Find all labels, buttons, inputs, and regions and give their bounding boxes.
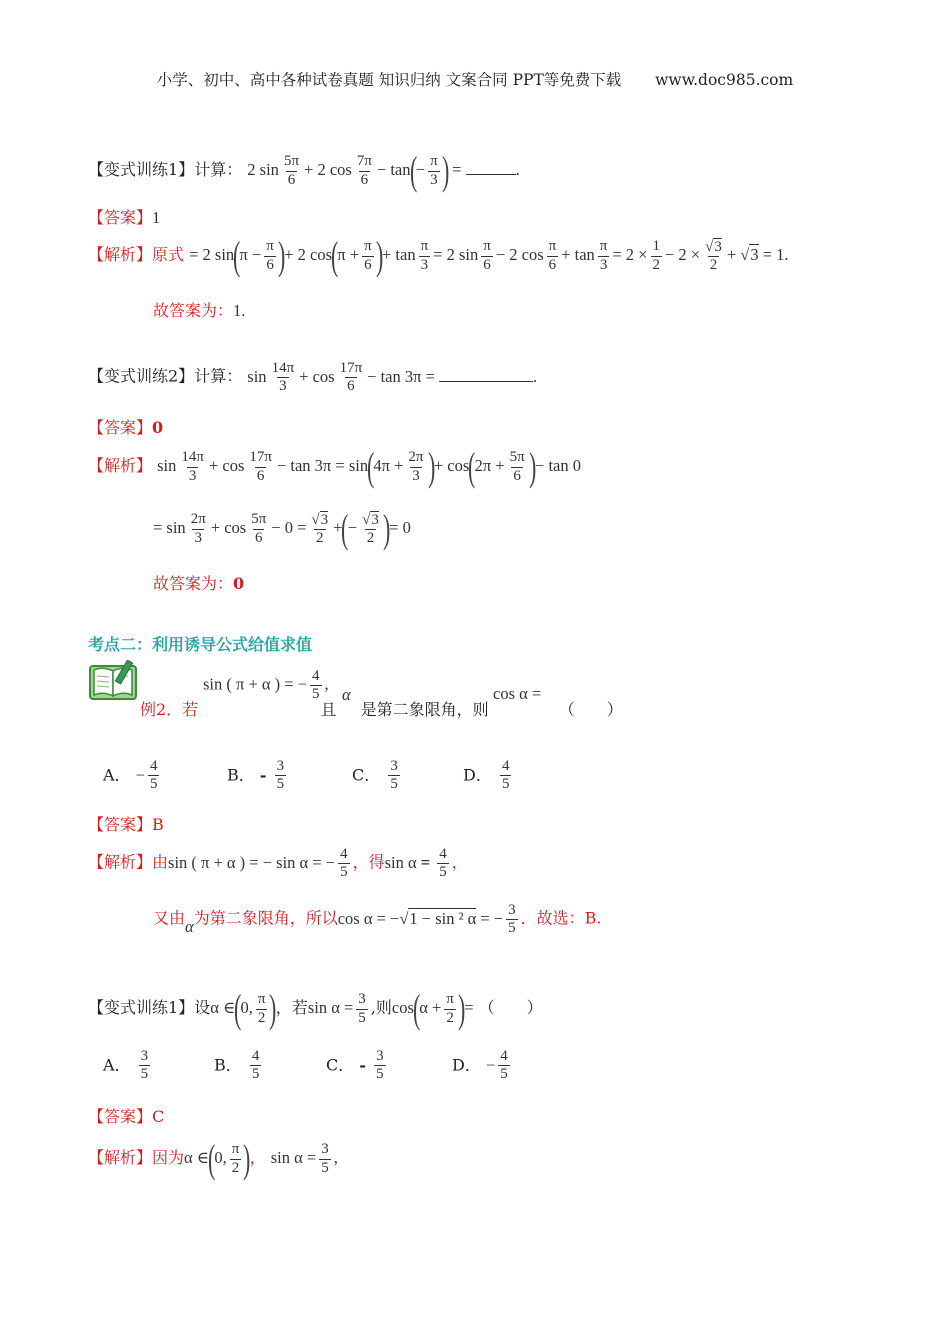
variant2-solution-1: sin $\frac{14\pi}{3}$ + cos $\frac{17\pi}{6}$ − tan 3π = sin(4π + $\frac{2\pi}{3}$ )+ cos(2π + $\frac{5\pi}{6}$ )− tan 0 — [157, 444, 581, 489]
v1b-option-c[interactable]: C． - $\frac{3}{5}$ — [326, 1048, 384, 1083]
variant1b-question: 【变式训练1】设α ∈(0, $\frac{\pi}{2}$ )，若sin α = $\frac{3}{5}$ ,则cos(α + $\frac{\pi}{2}$ )= （ ） — [88, 986, 543, 1031]
variant2-analysis-line1 — [88, 444, 581, 489]
variant1b-label: 【变式训练1】 — [88, 997, 195, 1017]
v1b-analysis: 【解析】因为α ∈(0, $\frac{\pi}{2}$ )， sin α = $\frac{3}{5}$ , — [88, 1136, 338, 1181]
answer-label: 【答案】 — [88, 208, 153, 227]
original-label: 原式 — [152, 244, 185, 264]
cos-alpha-expr: cos α = — [493, 684, 542, 703]
answer-label: 【答案】 — [88, 418, 153, 437]
answer-label: 【答案】 — [88, 815, 153, 834]
ex2-solution-1: sin ( π + α ) = − sin α = − $\frac{4}{5}$ — [168, 846, 348, 881]
header-text: 小学、初中、高中各种试卷真题 知识归纳 文案合同 PPT等免费下载 — [156, 71, 622, 89]
so-answer-label: 故答案为： — [153, 574, 234, 593]
v1b-answer — [88, 1104, 164, 1127]
page-header — [0, 68, 950, 90]
variant2-label: 【变式训练2】 — [88, 366, 195, 386]
variant2-final-value: 0 — [233, 574, 245, 593]
compute-label: 计算： — [194, 159, 243, 179]
ex2-option-c[interactable]: C． $\frac{3}{5}$ — [352, 758, 398, 793]
variant1-answer — [88, 205, 160, 228]
analysis-label: 【解析】 — [88, 244, 153, 264]
variant1-answer-value: 1 — [152, 208, 161, 227]
v1b-answer-value: C — [152, 1107, 165, 1126]
choice-paren: （ ） — [558, 700, 623, 719]
ex2-option-a[interactable]: A． − $\frac{4}{5}$ — [103, 758, 158, 793]
v1b-option-b[interactable]: B． $\frac{4}{5}$ — [214, 1048, 260, 1083]
variant2-final — [153, 571, 244, 594]
compute-label: 计算： — [194, 366, 243, 386]
v1b-option-d[interactable]: D． − $\frac{4}{5}$ — [452, 1048, 508, 1083]
ex2-answer — [88, 812, 164, 835]
variant1-label: 【变式训练1】 — [88, 159, 195, 179]
ex2-option-b[interactable]: B． - $\frac{3}{5}$ — [227, 758, 285, 793]
so-answer-label: 故答案为： — [153, 301, 234, 320]
example2-question — [140, 697, 623, 720]
second-quadrant-text: 是第二象限角，则 — [360, 700, 489, 719]
variant1-expression: 2 sin $\frac{5\pi}{6}$ + 2 cos $\frac{7\pi}{6}$ − tan(− $\frac{\pi}{3}$ ) = . — [247, 148, 520, 193]
ex2-solution-2: cos α = −√1 − sin ² α = − $\frac{3}{5}$ — [337, 902, 516, 937]
variant2-expression: sin $\frac{14\pi}{3}$ + cos $\frac{17\pi}{6}$ − tan 3π = . — [247, 360, 538, 395]
variant2-answer-value: 0 — [152, 418, 164, 437]
header-site: www.doc985.com — [655, 71, 794, 89]
variant2-analysis-line2 — [153, 506, 411, 551]
ex2-option-d[interactable]: D． $\frac{4}{5}$ — [463, 758, 510, 793]
analysis-label: 【解析】 — [88, 455, 153, 475]
variant1-question — [88, 148, 520, 193]
ex2-answer-value: B — [152, 815, 164, 834]
analysis-label: 【解析】 — [88, 852, 153, 872]
variant1-final-value: 1. — [233, 301, 246, 320]
variant1-solution: = 2 sin(π − $\frac{\pi}{6}$ )+ 2 cos(π + $\frac{\pi}{6}$ )+ tan $\frac{\pi}{3}$ = 2 sin $\frac{\pi}{6}$ − 2 cos $\frac{\pi}{6}$ + tan $\frac{\pi}{3}$ = 2 × $\frac{1}{2}$ − 2 × $\frac{√3}{2}$ + √3 = 1. — [189, 233, 789, 278]
v1b-option-a[interactable]: A． $\frac{3}{5}$ — [103, 1048, 149, 1083]
variant2-answer — [88, 415, 163, 438]
and-label: 且 — [320, 700, 337, 719]
analysis-label: 【解析】 — [88, 1147, 153, 1167]
ex2-analysis-line2: 又由α为第二象限角，所以cos α = −√1 − sin ² α = − $\frac{3}{5}$ ．故选：B. — [153, 902, 602, 937]
example-label: 例2．若 — [140, 700, 199, 719]
example2-condition: sin ( π + α ) = − $\frac{4}{5}$ , — [203, 668, 329, 703]
variant1-analysis — [88, 233, 789, 278]
variant2-question — [88, 360, 537, 396]
variant2-solution-2: = sin $\frac{2\pi}{3}$ + cos $\frac{5\pi}{6}$ − 0 = $\frac{√3}{2}$ +(− $\frac{√3}{2}$ )= 0 — [153, 506, 411, 551]
ex2-analysis-line1: 【解析】由sin ( π + α ) = − sin α = − $\frac{4}{5}$ ，得sin α = $\frac{4}{5}$ ， — [88, 846, 468, 881]
variant1-final — [153, 298, 245, 321]
answer-label: 【答案】 — [88, 1107, 153, 1126]
alpha-symbol: α — [342, 685, 351, 704]
section-title: 考点二：利用诱导公式给值求值 — [88, 635, 313, 654]
book-pencil-icon — [88, 660, 140, 702]
